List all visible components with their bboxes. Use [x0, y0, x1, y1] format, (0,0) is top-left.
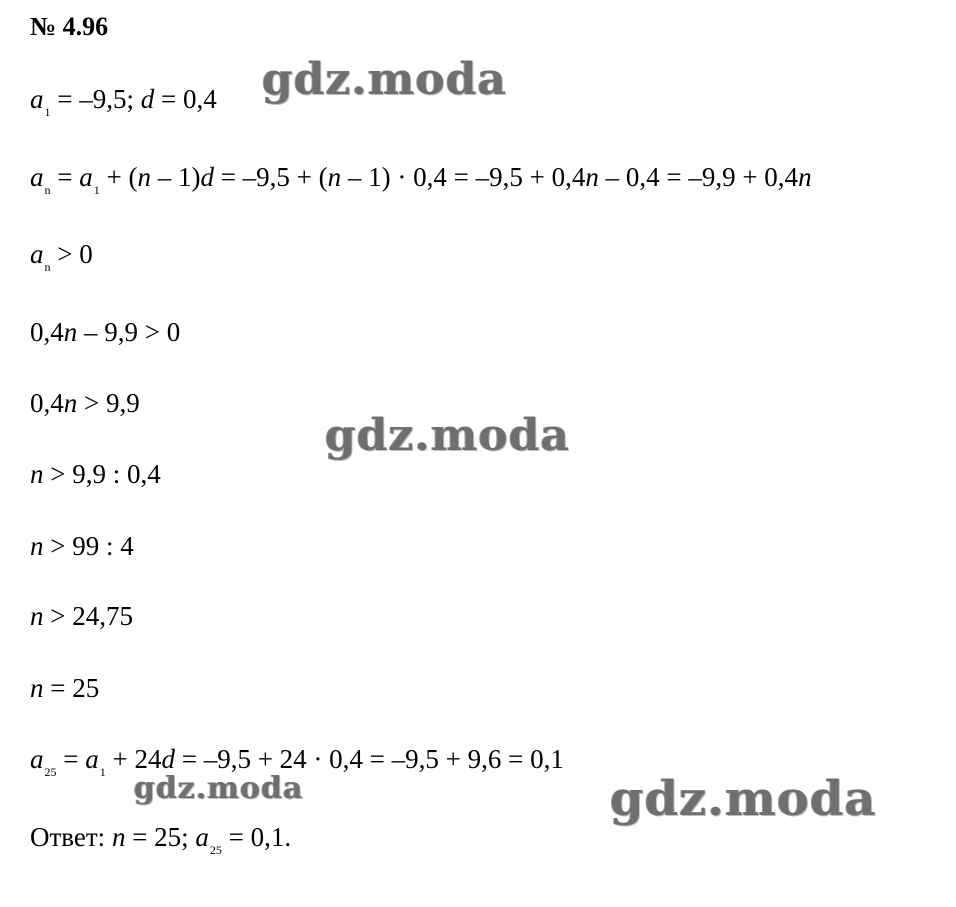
answer-line: Ответ: n = 25; $a_{25} = 0,1$.: [30, 822, 292, 857]
inequality-step-5: n > 24,75: [30, 601, 133, 631]
problem-number: № 4.96: [30, 12, 109, 41]
watermark-logo: gdz.moda: [610, 771, 877, 827]
n-result: n = 25: [30, 673, 100, 703]
a25-calculation: $a_{25} = a_1 + 24d = -9,5 + 24 \cdot 0,4 = -9,5 + 9,6 = 0,1$: [30, 744, 564, 779]
watermark-logo: gdz.moda: [134, 771, 304, 806]
inequality-step-3: n > 9,9 : 0,4: [30, 459, 161, 489]
general-term-formula: $a_n = a_1 + (n - 1)d = -9,5 + (n - 1) \cdot 0,4 = -9,5 + 0,4n - 0,4 = -9,9 + 0,4n$: [30, 162, 812, 197]
condition-line: $a_n > 0$: [30, 239, 93, 274]
given-line: $a_1 = -9,5$; d = 0,4: [30, 84, 217, 119]
inequality-step-4: n > 99 : 4: [30, 531, 134, 561]
inequality-step-2: 0,4n > 9,9: [30, 388, 140, 418]
watermark-logo: gdz.moda: [262, 54, 508, 105]
watermark-logo: gdz.moda: [325, 410, 571, 461]
inequality-step-1: 0,4n – 9,9 > 0: [30, 317, 181, 347]
